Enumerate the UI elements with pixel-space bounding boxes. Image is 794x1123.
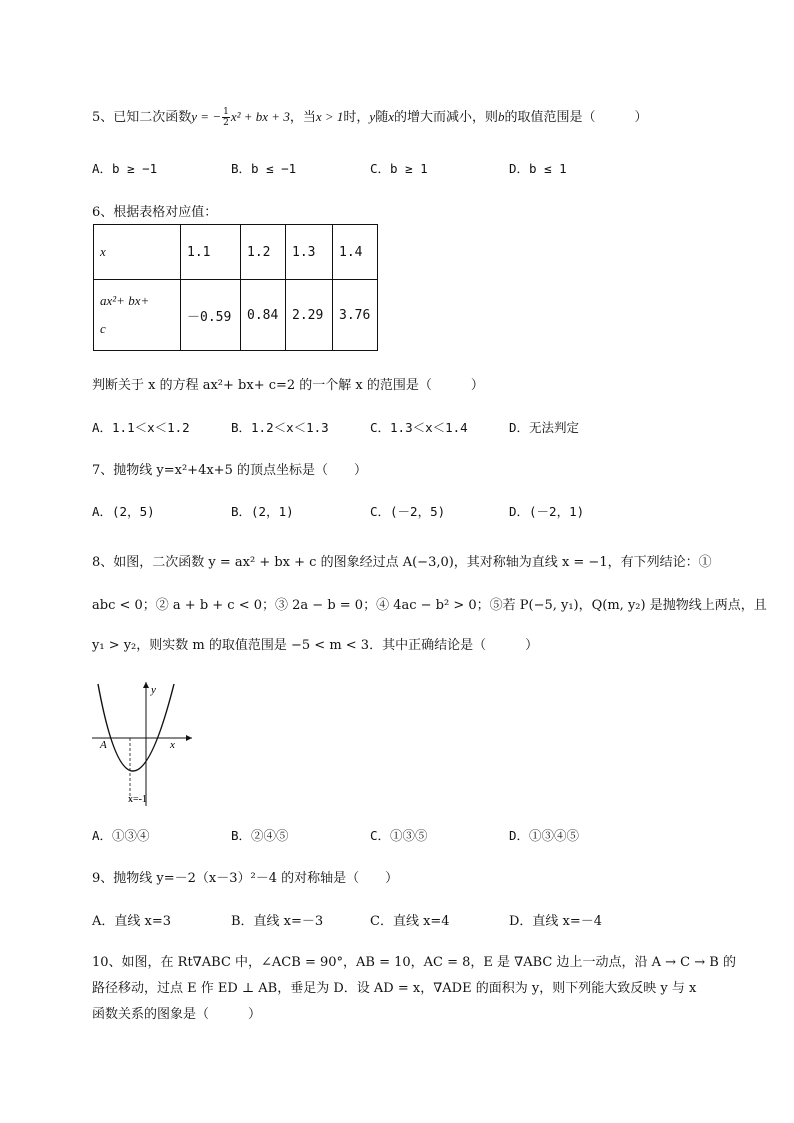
poly-label-line1: ax²+ bx+ (100, 293, 150, 308)
table-cell: 1.4 (333, 225, 378, 280)
q8-option-a[interactable]: A．①③④ (92, 828, 150, 843)
q7-option-c[interactable]: C．(－2，5) (370, 504, 446, 519)
q5-mid: ，当 (289, 110, 316, 125)
table-cell: 1.3 (286, 225, 333, 280)
q5-xvar: x (388, 109, 394, 124)
table-cell: 1.2 (241, 225, 286, 280)
q8-option-c[interactable]: C．①③⑤ (370, 828, 428, 843)
parabola-curve (98, 684, 174, 771)
q5-cond: x > 1 (315, 109, 344, 124)
q6-option-d[interactable]: D．无法判定 (509, 420, 580, 435)
q5-frac-den: 2 (223, 118, 229, 128)
q8-option-d[interactable]: D．①③④⑤ (509, 828, 580, 843)
q6-question: 判断关于 x 的方程 ax²+ bx+ c=2 的一个解 x 的范围是（ ） (92, 378, 484, 393)
q6-value-table (93, 224, 378, 351)
q6-option-c[interactable]: C．1.3＜x＜1.4 (370, 420, 468, 435)
q8-parabola-figure (92, 678, 202, 806)
table-cell: 0.84 (241, 280, 286, 351)
table-cell: 3.76 (333, 280, 378, 351)
y-axis-arrow (143, 682, 149, 688)
q5-mid2: 时， (343, 110, 370, 125)
q5-stem (92, 106, 648, 128)
q8-option-b[interactable]: B．②④⑤ (231, 828, 289, 843)
q8-line-2: abc < 0；② a + b + c < 0；③ 2a − b = 0；④ 4ac − b² > 0；⑤若 P(−5, y₁)，Q(m, y₂) 是抛物线上两点，且 (92, 598, 767, 613)
table-cell-x-label: x (94, 225, 181, 280)
q5-suffix: 的取值范围是（ ） (504, 110, 648, 125)
table-cell: －0.59 (181, 280, 241, 351)
q9-option-b[interactable]: B．直线 x=－3 (231, 914, 324, 929)
q10-line-3: 函数关系的图象是（ ） (92, 1007, 262, 1022)
q5-formula-end: x² + bx + 3 (230, 109, 290, 124)
point-a-label: A (100, 739, 107, 751)
x-axis-arrow (186, 735, 192, 741)
y-axis-label: y (151, 684, 156, 696)
q5-option-c[interactable]: C．b ≥ 1 (370, 161, 428, 176)
q9-option-d[interactable]: D．直线 x=－4 (509, 914, 603, 929)
q6-option-b[interactable]: B．1.2＜x＜1.3 (231, 420, 329, 435)
q9-option-c[interactable]: C．直线 x=4 (370, 914, 450, 929)
q10-line-2: 路径移动，过点 E 作 ED ⊥ AB，垂足为 D．设 AD = x，∇ADE 的面积为 y，则下列能大致反映 y 与 x (92, 981, 697, 996)
symmetry-axis-label: x=-1 (128, 794, 147, 805)
q8-line-3: y₁ > y₂，则实数 m 的取值范围是 −5 < m < 3．其中正确结论是（ ） (92, 638, 539, 653)
q7-option-a[interactable]: A．(2，5) (92, 504, 155, 519)
table-row (94, 280, 378, 351)
q10-line-1: 10、如图，在 Rt∇ABC 中，∠ACB = 90°，AB = 10，AC = 8，E 是 ∇ABC 边上一动点，沿 A → C → B 的 (92, 955, 736, 970)
table-cell: 1.1 (181, 225, 241, 280)
q8-line-1: 8、如图，二次函数 y = ax² + bx + c 的图象经过点 A(−3,0)，其对称轴为直线 x = −1，有下列结论：① (92, 555, 712, 570)
q5-bvar: b (498, 109, 505, 124)
q5-option-a[interactable]: A．b ≥ −1 (92, 161, 158, 176)
q5-option-b[interactable]: B．b ≤ −1 (231, 161, 297, 176)
q5-yvar: y (369, 109, 376, 124)
x-axis-label: x (170, 739, 175, 751)
q5-option-d[interactable]: D．b ≤ 1 (509, 161, 567, 176)
q7-option-b[interactable]: B．(2，1) (231, 504, 294, 519)
q7-option-d[interactable]: D．(－2，1) (509, 504, 585, 519)
q5-frac-num: 1 (223, 107, 229, 117)
q5-prefix: 5、已知二次函数 (92, 110, 192, 125)
q5-fraction (222, 107, 230, 128)
q9-option-a[interactable]: A．直线 x=3 (92, 914, 172, 929)
q5-formula-start: y = − (191, 109, 222, 124)
q9-stem: 9、抛物线 y=－2（x－3）²－4 的对称轴是（ ） (92, 871, 399, 886)
q6-prefix: 6、根据表格对应值： (92, 205, 218, 220)
q7-stem: 7、抛物线 y=x²+4x+5 的顶点坐标是（ ） (92, 463, 367, 478)
table-row (94, 225, 378, 280)
q6-option-a[interactable]: A．1.1＜x＜1.2 (92, 420, 190, 435)
table-cell: 2.29 (286, 280, 333, 351)
poly-label-line2: c (100, 321, 106, 336)
q5-mid3: 随 (375, 110, 389, 125)
q5-mid4: 的增大而减小，则 (393, 110, 498, 125)
table-cell-poly-label (94, 280, 181, 351)
